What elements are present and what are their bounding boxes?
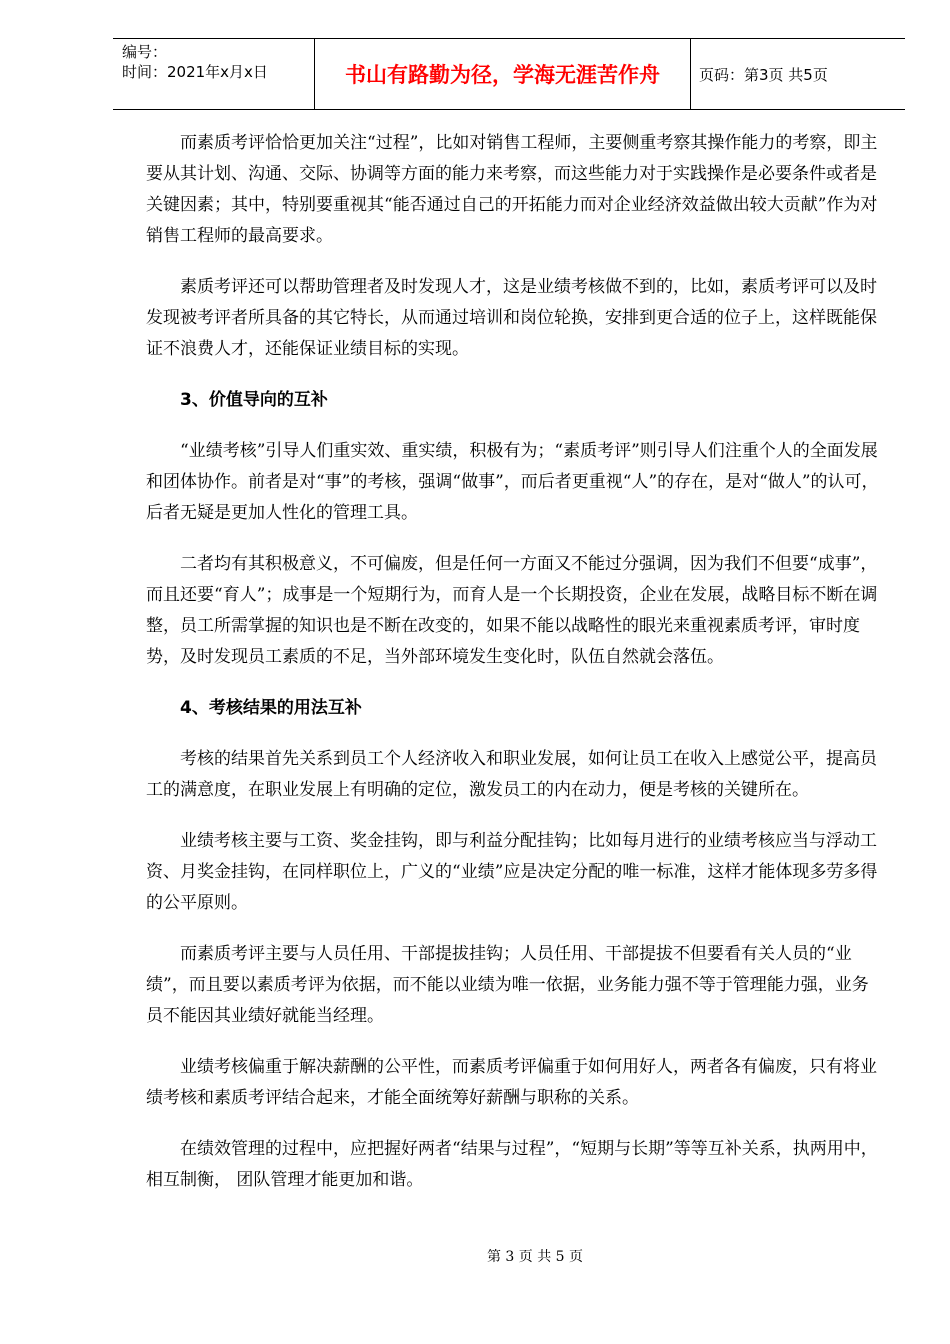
section-heading: 4、考核结果的用法互补 <box>180 698 362 718</box>
footer-page-number: 第 3 页 共 5 页 <box>486 1249 584 1265</box>
header-page-label: 页码：第3页 共5页 <box>699 65 828 84</box>
paragraph: 素质考评还可以帮助管理者及时发现人才，这是业绩考核做不到的，比如，素质考评可以及时发现被考评者所具备的其它特长，从而通过培训和岗位轮换，安排到更合适的位子上，这样既能保证不浪费人才，还能保证业绩目标的实现。 <box>146 277 877 359</box>
paragraph: “业绩考核”引导人们重实效、重实绩，积极有为；“素质考评”则引导人们注重个人的全面发展和团体协作。前者是对“事”的考核，强调“做事”，而后者更重视“人”的存在，是对“做人”的认可，后者无疑是更加人性化的管理工具。 <box>146 441 879 523</box>
document-time-label: 时间：2021年x月x日 <box>122 63 268 81</box>
page-footer <box>0 1246 950 1266</box>
document-body <box>146 128 882 1216</box>
header-motto: 书山有路勤为径，学海无涯苦作舟 <box>315 39 691 109</box>
document-number-label: 编号： <box>122 43 168 61</box>
paragraph: 二者均有其积极意义，不可偏废，但是任何一方面又不能过分强调，因为我们不但要“成事”，而且还要“育人”；成事是一个短期行为，而育人是一个长期投资，企业在发展，战略目标不断在调整，员工所需掌握的知识也是不断在改变的，如果不能以战略性的眼光来重视素质考评，审时度势，及时发现员工素质的不足，当外部环境发生变化时，队伍自然就会落伍。 <box>146 554 878 667</box>
header-meta <box>113 39 315 109</box>
paragraph: 业绩考核偏重于解决薪酬的公平性，而素质考评偏重于如何用好人，两者各有偏废，只有将业绩考核和素质考评结合起来，才能全面统筹好薪酬与职称的关系。 <box>146 1057 877 1108</box>
paragraph: 而素质考评主要与人员任用、干部提拔挂钩；人员任用、干部提拔不但要看有关人员的“业绩”，而且要以素质考评为依据，而不能以业绩为唯一依据，业务能力强不等于管理能力强，业务员不能因其业绩好就能当经理。 <box>146 944 869 1026</box>
paragraph: 而素质考评恰恰更加关注“过程”，比如对销售工程师，主要侧重考察其操作能力的考察，即主要从其计划、沟通、交际、协调等方面的能力来考察，而这些能力对于实践操作是必要条件或者是关键因素；其中，特别要重视其“能否通过自己的开拓能力而对企业经济效益做出较大贡献”作为对销售工程师的最高要求。 <box>146 133 878 246</box>
page-header <box>113 38 905 110</box>
paragraph: 业绩考核主要与工资、奖金挂钩，即与利益分配挂钩；比如每月进行的业绩考核应当与浮动工资、月奖金挂钩，在同样职位上，广义的“业绩”应是决定分配的唯一标准，这样才能体现多劳多得的公平原则。 <box>146 831 878 913</box>
paragraph: 在绩效管理的过程中，应把握好两者“结果与过程”，“短期与长期”等等互补关系，执两用中，相互制衡， 团队管理才能更加和谐。 <box>146 1139 878 1190</box>
section-heading: 3、价值导向的互补 <box>180 390 328 410</box>
paragraph: 考核的结果首先关系到员工个人经济收入和职业发展，如何让员工在收入上感觉公平，提高员工的满意度，在职业发展上有明确的定位，激发员工的内在动力，便是考核的关键所在。 <box>146 749 877 800</box>
